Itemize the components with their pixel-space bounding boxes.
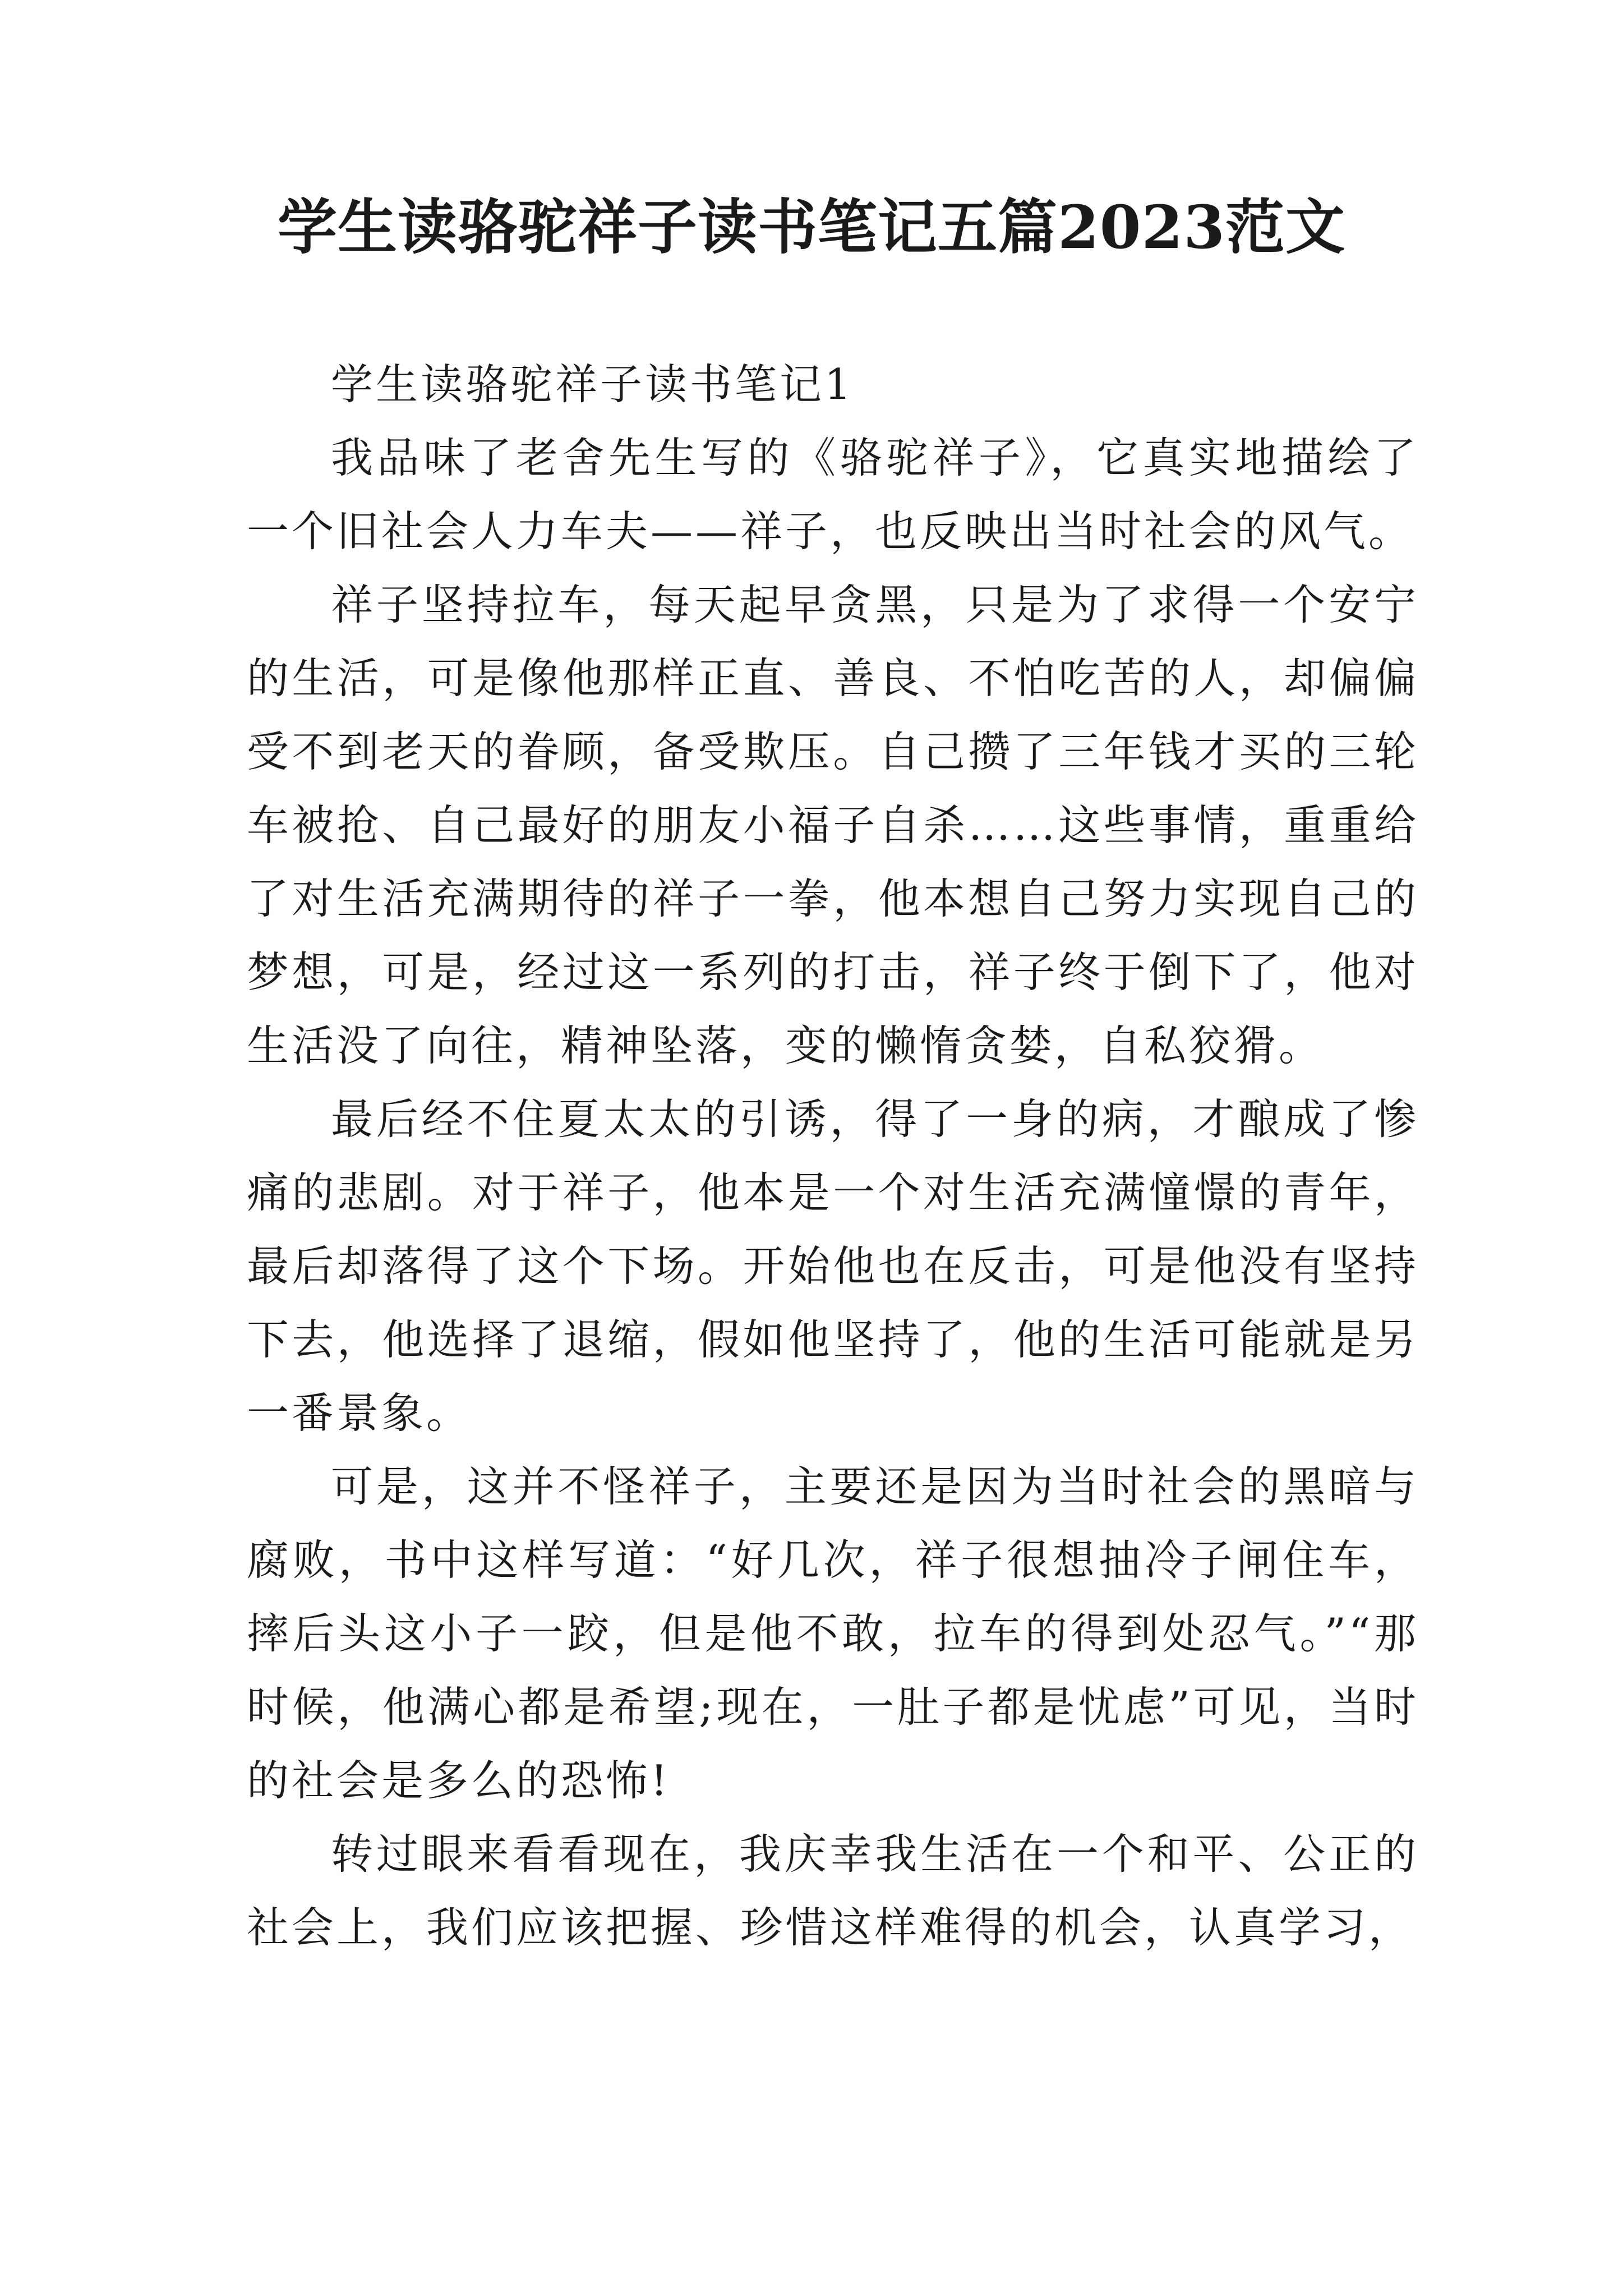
- paragraph: 我品味了老舍先生写的《骆驼祥子》，它真实地描绘了一个旧社会人力车夫——祥子，也反映出当时社会的风气。: [247, 433, 1419, 556]
- paragraph: 祥子坚持拉车，每天起早贪黑，只是为了求得一个安宁的生活，可是像他那样正直、善良、不怕吃苦的人，却偏偏受不到老天的眷顾，备受欺压。自己攒了三年钱才买的三轮车被抢、自己最好的朋友小福子自杀……这些事情，重重给了对生活充满期待的祥子一拳，他本想自己努力实现自己的梦想，可是，经过这一系列的打击，祥子终于倒下了，他对生活没了向往，精神坠落，变的懒惰贪婪，自私狡猾。: [247, 580, 1419, 1070]
- paragraph: 最后经不住夏太太的引诱，得了一身的病，才酿成了惨痛的悲剧。对于祥子，他本是一个对生活充满憧憬的青年，最后却落得了这个下场。开始他也在反击，可是他没有坚持下去，他选择了退缩，假如他坚持了，他的生活可能就是另一番景象。: [247, 1094, 1419, 1438]
- paragraph: 可是，这并不怪祥子，主要还是因为当时社会的黑暗与腐败，书中这样写道：“好几次，祥子很想抽冷子闸住车，摔后头这小子一跤，但是他不敢，拉车的得到处忍气。”“那时候，他满心都是希望;现在，一肚子都是忧虑”可见，当时的社会是多么的恐怖!: [247, 1462, 1419, 1805]
- document-title: 学生读骆驼祥子读书笔记五篇2023范文: [277, 192, 1346, 262]
- document-body: [247, 348, 1419, 1964]
- section-heading: 学生读骆驼祥子读书笔记1: [331, 360, 854, 409]
- paragraph: 转过眼来看看现在，我庆幸我生活在一个和平、公正的社会上，我们应该把握、珍惜这样难得的机会，认真学习，: [247, 1829, 1419, 1952]
